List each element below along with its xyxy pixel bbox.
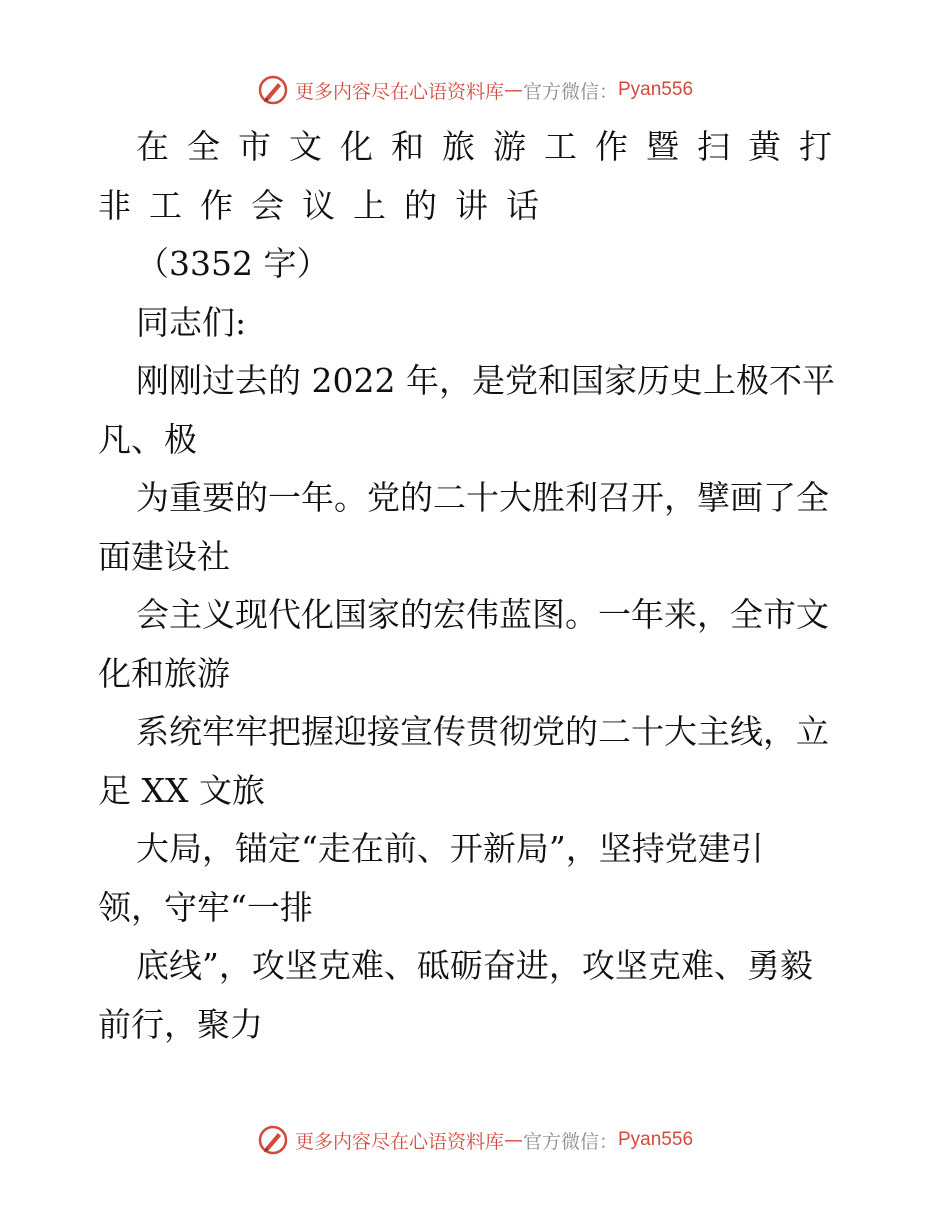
banner-wechat-id: Pyan556 <box>618 1129 694 1150</box>
banner-wechat-label: 官方微信： <box>522 80 618 103</box>
pen-logo-icon <box>257 74 289 106</box>
banner-wechat-label: 官方微信： <box>522 1130 618 1153</box>
body-line: 底线”，攻坚克难、砥砺奋进，攻坚克难、勇毅 <box>136 946 813 985</box>
body-line: 足 XX 文旅 <box>98 770 265 810</box>
pen-logo-icon <box>257 1124 289 1156</box>
body-line: 化和旅游 <box>98 653 230 693</box>
banner-dash: — <box>503 1129 523 1151</box>
body-line: 领，守牢“一排 <box>98 887 313 927</box>
document-title-line-1: 在全市文化和旅游工作暨扫黄打 <box>136 127 850 166</box>
header-banner <box>0 70 950 110</box>
body-line: 系统牢牢把握迎接宣传贯彻党的二十大主线，立 <box>136 712 829 751</box>
body-line: 刚刚过去的 2022 年，是党和国家历史上极不平 <box>136 361 835 400</box>
body-line: 前行，聚力 <box>98 1004 263 1044</box>
banner-wechat-id: Pyan556 <box>618 79 694 100</box>
salutation: 同志们: <box>136 302 247 342</box>
banner-library-text: 更多内容尽在心语资料库 <box>294 80 504 103</box>
document-body <box>98 118 853 1054</box>
banner-library-text: 更多内容尽在心语资料库 <box>294 1130 504 1153</box>
body-line: 凡、极 <box>98 419 197 459</box>
word-count: （3352 字） <box>136 244 330 283</box>
body-line: 大局，锚定“走在前、开新局”，坚持党建引 <box>136 829 764 868</box>
body-line: 面建设社 <box>98 536 230 576</box>
document-title-line-2: 非工作会议上的讲话 <box>98 185 557 225</box>
body-line: 为重要的一年。党的二十大胜利召开，擘画了全 <box>136 478 829 517</box>
banner-dash: — <box>503 79 523 101</box>
footer-banner <box>0 1120 950 1160</box>
body-line: 会主义现代化国家的宏伟蓝图。一年来，全市文 <box>136 595 829 634</box>
